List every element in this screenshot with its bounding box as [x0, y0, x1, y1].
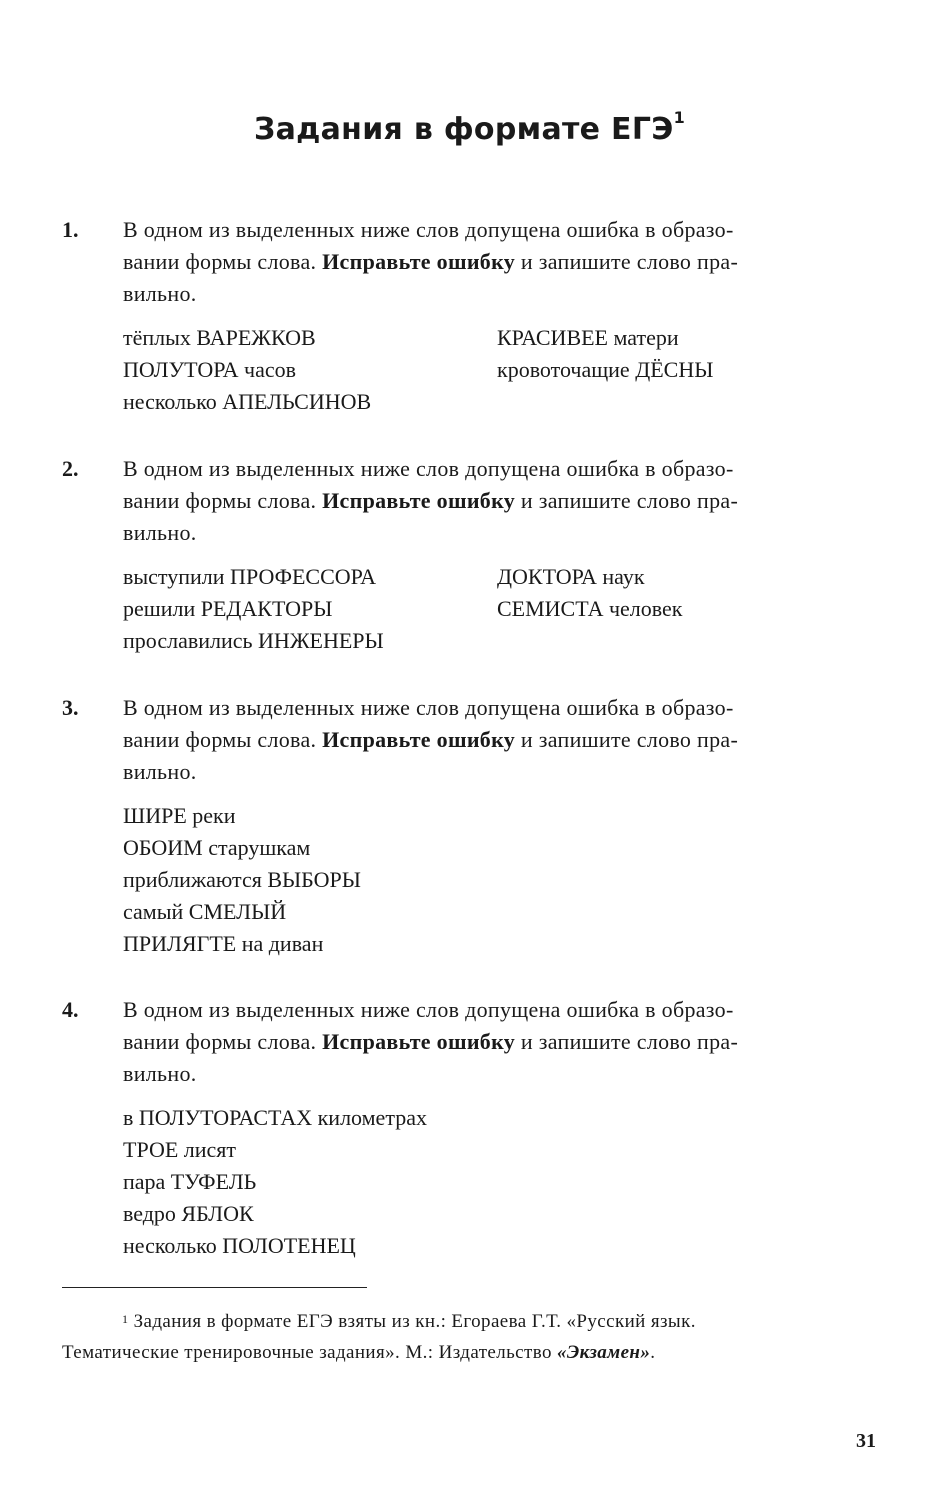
task-instruction: В одном из выделенных ниже слов допущена ошибка в образо- вании формы слова. Исправьте ошибку и запишите слово пра- вильно.	[123, 217, 739, 306]
task-instruction: В одном из выделенных ниже слов допущена ошибка в образо- вании формы слова. Исправьте ошибку и запишите слово пра- вильно.	[123, 456, 739, 545]
option: ШИРЕ реки	[123, 803, 236, 828]
page-title: Задания в формате ЕГЭ$^1$	[253, 108, 686, 147]
option: ДОКТОРА наук	[497, 564, 645, 589]
footnote: $^1$ Задания в формате ЕГЭ взяты из кн.: Егораева Г.Т. «Русский язык. Тематические тренировочные задания». М.: Издательство «Экзамен».	[62, 1311, 696, 1363]
option: самый СМЕЛЫЙ	[123, 899, 287, 924]
footnote-divider	[62, 1287, 367, 1288]
option: в ПОЛУТОРАСТАХ километрах	[123, 1105, 427, 1130]
option: несколько ПОЛОТЕНЕЦ	[123, 1233, 356, 1258]
option: решили РЕДАКТОРЫ	[123, 596, 333, 621]
task-number: 1.	[62, 217, 79, 242]
option: ПОЛУТОРА часов	[123, 357, 297, 382]
option: КРАСИВЕЕ матери	[497, 325, 679, 350]
task-number: 4.	[62, 997, 79, 1022]
option: ОБОИМ старушкам	[123, 835, 311, 860]
option: прославились ИНЖЕНЕРЫ	[123, 628, 384, 653]
option: выступили ПРОФЕССОРА	[123, 564, 376, 589]
page-number: 31	[856, 1430, 876, 1452]
option: пара ТУФЕЛЬ	[123, 1169, 257, 1194]
option: кровоточащие ДЁСНЫ	[497, 357, 714, 382]
task-number: 2.	[62, 456, 79, 481]
option: тёплых ВАРЕЖКОВ	[123, 325, 316, 350]
option: СЕМИСТА человек	[497, 596, 683, 621]
option: приближаются ВЫБОРЫ	[123, 867, 361, 892]
task-number: 3.	[62, 695, 79, 720]
option: ведро ЯБЛОК	[123, 1201, 254, 1226]
option: ПРИЛЯГТЕ на диван	[123, 931, 324, 956]
footnote-mark: 1	[122, 1312, 129, 1326]
task-instruction: В одном из выделенных ниже слов допущена ошибка в образо- вании формы слова. Исправьте ошибку и запишите слово пра- вильно.	[123, 997, 739, 1086]
task-instruction: В одном из выделенных ниже слов допущена ошибка в образо- вании формы слова. Исправьте ошибку и запишите слово пра- вильно.	[123, 695, 739, 784]
option: ТРОЕ лисят	[123, 1137, 237, 1162]
option: несколько АПЕЛЬСИНОВ	[123, 389, 372, 414]
title-footnote-mark: 1	[673, 108, 686, 127]
